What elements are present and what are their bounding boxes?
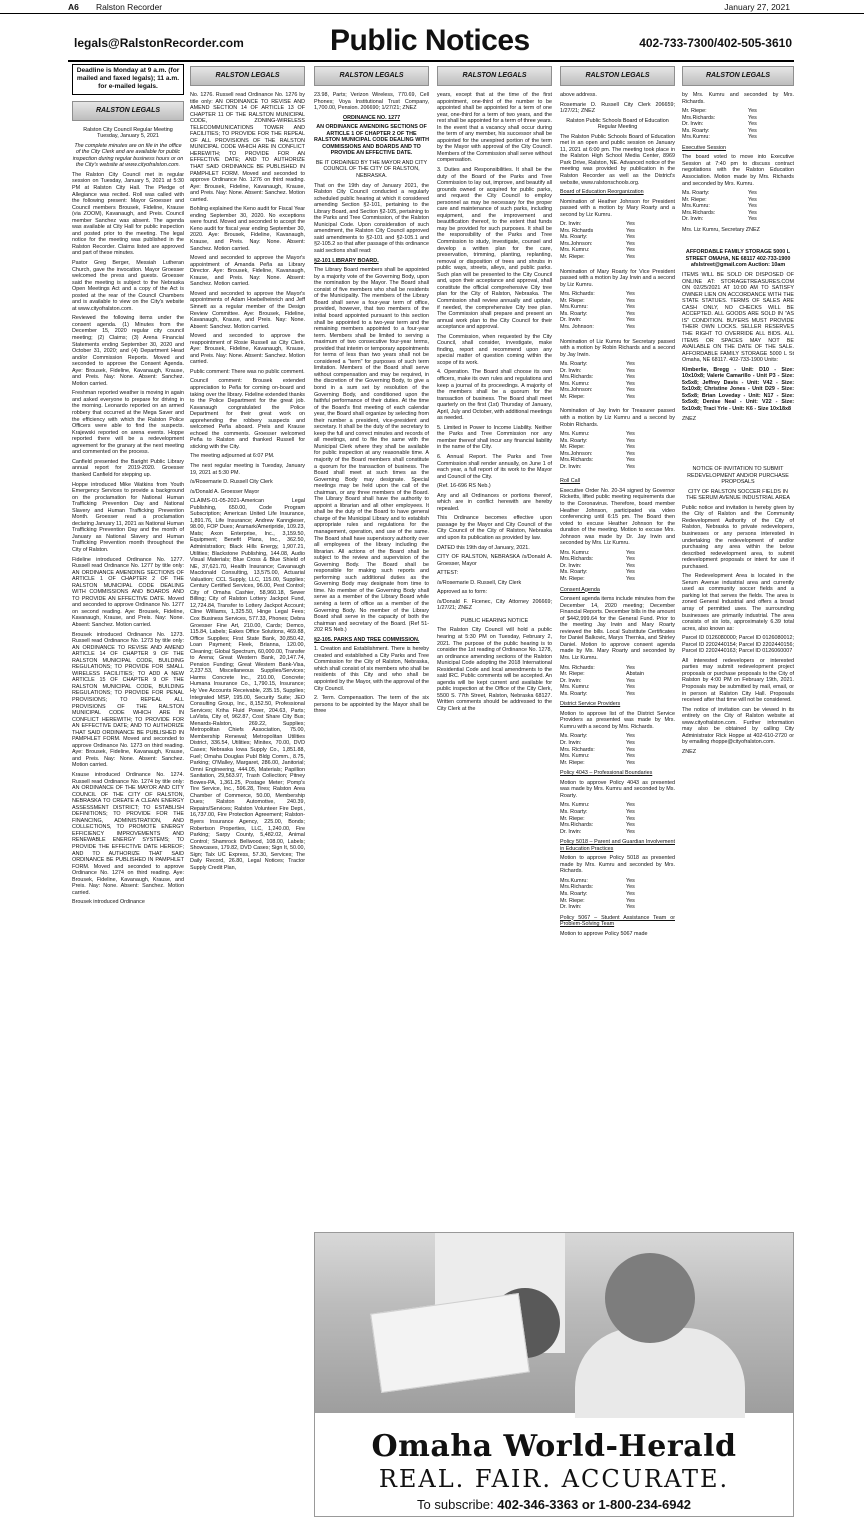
voter-name: Dr. Irwin: [560, 828, 582, 835]
nomination-text: Nomination of Liz Kumru for Secretary passed with a motion by Robin Richards and a second by Jay Irwin. [560, 338, 675, 358]
storage-heading: AFFORDABLE FAMILY STORAGE 5000 L STREET OMAHA, NE 68117 402-733-1900 afslstreet@gmail.com Auction: 10am [685, 249, 791, 269]
vote-table [560, 733, 675, 766]
subsection-title: Board of Education Reorganization [560, 189, 644, 196]
text: ZNEZ [682, 415, 697, 422]
section-header: RALSTON LEGALS [190, 66, 305, 86]
paragraph: Bohling explained the Keno audit for Fiscal Year ending September 30, 2020. No exceptions were found. Moved and seconded to accept the Keno audit for fiscal year ending September 30, 2020. Aye: Brousek, Fideline, Kavanaugh, Krause, and Preis. Nay: None. Absent: Sanchez. Motion carried. [190, 206, 305, 252]
vote-value: Yes [748, 209, 757, 216]
voter-name: Mrs. Richards: [560, 664, 595, 671]
paragraph: /s/Rosemarie D. Russell City Clerk [190, 479, 273, 486]
vote-value: Yes [748, 114, 757, 121]
text: above address. [560, 92, 597, 98]
vote-value: Yes [626, 884, 635, 891]
text: by Mrs. Kumru and seconded by Mrs. Richards. [682, 92, 794, 105]
paragraph: The Ralston City Council met in regular session on Tuesday, January 5, 2021 at 5:30 PM at Ralston City Hall. The Pledge of Allegiance was recited. Roll was called with the following present: Mayor Groesser and Council members Brousek, Fideline, Krause (via ZOOM), Kavanaugh, and Preis. Council member Sanchez was absent. The agenda was available at City Hall for public inspection and posted prior to the meeting. The legal notice for the meeting was published in the Ralston Recorder. Claims listed are approved and part of these minutes. [72, 171, 184, 257]
paragraph: The Commission, when requested by the City Council, shall consider, investigate, make finding, report and recommend upon any special matter of question coming within the scope of its work. [437, 333, 552, 366]
subsection-title: Policy 5018 – Parent and Guardian Involvement in Education Practices [560, 839, 675, 852]
paragraph: Moved and seconded to approve the Mayor's appointment of Amanda Peña as Library Director. Aye: Brousek, Fideline, Kavanaugh, Krause, and Preis. Nay: None. Absent: Sanchez. Motion carried. [190, 255, 305, 288]
voter-name: Ms. Roarty: [682, 190, 710, 197]
notice-heading: Ralston Public Schools Board of Education Regular Meeting [566, 117, 669, 131]
vote-value: Yes [748, 196, 757, 203]
ad-slogan: REAL. FAIR. ACCURATE. [378, 1465, 730, 1493]
vote-blocks [560, 199, 675, 471]
vote-value: Yes [626, 828, 635, 835]
vote-value: Yes [626, 457, 635, 464]
voter-name: Ms. Roarty: [560, 733, 588, 740]
voter-name: Mrs.Johnson: [560, 387, 593, 394]
vote-value: Yes [626, 733, 635, 740]
voter-name: Mrs. Kumru: [560, 802, 590, 809]
section-header: RALSTON LEGALS [314, 66, 429, 86]
ad-subscribe [315, 1497, 793, 1512]
claims-continued: 23.98, Parts; Verizon Wireless, 770.69, Cell Phones; Voya Institutional Trust Company, 1,700.00, Pension. 206690; 1/27/21; ZNEZ [314, 92, 429, 112]
vote-value: Yes [626, 254, 635, 261]
subsection-title: Policy 5067 – Student Assistance Team or Problem-Solving Team [560, 914, 675, 928]
voter-name: Ms. Roarty: [560, 234, 588, 241]
voter-name: Mrs.Johnson: [560, 240, 593, 247]
vote-value: Yes [626, 437, 635, 444]
person-head-shape [605, 1253, 695, 1343]
subscribe-label: To subscribe: [417, 1497, 494, 1512]
voter-name: Mr. Riepe: [560, 671, 585, 678]
subsection-title: Consent Agenda [560, 586, 600, 593]
ordinance-heading: AN ORDINANCE AMENDING SECTIONS OF ARTICLE 1 OF CHAPTER 2 OF THE RALSTON MUNICIPAL CODE DEALING WITH COMMISSIONS AND BOARDS AND TO PROVIDE AN EFFECTIVE DATE. [314, 124, 429, 157]
vote-value: Yes [748, 216, 757, 223]
voter-name: Mrs.Richards: [560, 822, 594, 829]
page-title: Public Notices [330, 24, 530, 57]
vote-value: Yes [626, 227, 635, 234]
paragraph: /s/Donald A. Groesser Mayor [190, 488, 260, 495]
paragraph: Moved and seconded to approve the Mayor's appointments of Adam Hoebelheinrich and Jeff Sinnett as a regular member of the Design Review Committee. Aye: Brousek, Fideline, Kavanaugh, Krause, and Preis. Nay: None. Absent: Sanchez. Motion carried. [190, 290, 305, 330]
voter-name: Dr. Irwin: [560, 367, 582, 374]
subsection-text: Motion to approve Policy 4043 as presented was made by Mrs. Kumru and seconded by Ms. Roarty. [560, 779, 675, 799]
voter-name: Dr. Irwin: [560, 317, 582, 324]
masthead-rule [68, 60, 794, 62]
subscribe-numbers: 402-346-3363 or 1-800-234-6942 [497, 1497, 691, 1512]
voter-name: Mr. Riepe: [560, 254, 585, 261]
vote-value: Yes [626, 576, 635, 582]
voter-name: Mr. Riepe: [560, 897, 585, 904]
voter-name: Mrs. Johnson: [560, 323, 594, 330]
paragraph: CLAIMS-01-05-2021-American Legal Publishing, 650.00, Code Program Subscription; American United Life Insurance, 1,891.76, Life Insurance; Andrew Kanngieser, 98.00, FOP Dues; Aramark/Ameripride, 109.23, Mats; Axon Enterprise, Inc., 3,159.50, Equipment; Benefit Plans, Inc., 362.50, Administration; Black Hills Energy, 1,907.21, Utilities; Blackstone Publishing, 144.08, Audio Visual Materials; Blue Cross & Blue Shield of NE, 37,621.70, Health Insurance; Cavanaugh Macdonald Consulting, 13,575.00, Actuarial Valuation; CCL Supply, LLC, 115.00, Supplies; Century Certified Services, 96.00, Pest Control; City of Omaha Cashier, 58,960.18, Sewer Billing; City of Ralston Lottery Jackpot Fund, 12,724.84, Transfer to Lottery Jackpot Account; Cline Williams, 1,325.50, Hinge Legal Fees; Cox Business Services, 577.33, Phones; Debra Groesser Fine Art, 210.00, Cards; Demco, 115.84, Labels; Eakes Office Solutions, 469.88, Office Supplies; First State Bank, 30,850.42, Loan Payment; Fleek, Brianna, 120.00, Cleaning; Global Spectrum, 60,000.00, Transfer to Arena; Great Western Bank, 20,147.74, Pension Funding; Great Western Bank-Visa, 2,237.53, Miscellaneous Supplies/Services; Harms Concrete Inc., 210.00, Concrete; Humana Insurance Co., 1,790.15, Insurance; Hy Vee Accounts Receivable, 235.15, Supplies; Integrated MSP, 195.00, Security Suite; JEO Consulting Group, Inc., 8,152.50, Professional Services; Kriha Fluid Power, 204.63, Parts; LaVista, City of, 962.87, Cost Share City Bus; Menards-Ralston, 269.22, Supplies; Metropolitan Chiefs Association, 75.00, Membership Renewal; Metropolitan Utilities District, 336.54, Utilities; Minitex, 70.00, DVD Cases; Nebraska Iowa Supply Co., 1,851.88, Fuel; Omaha Douglas Publ Bldg Comm., 8.75, Parking; O'Malley, Margaret, 286.00, Janitorial; Omni Engineering, 444.05, Materials; Papillion Sanitation, 29,563.97, Trash Collection; Pitney Bowes-PA, 1,361.25, Postage Meter; Pomp's Tire Service, Inc., 596.28, Tires; Ralston Area Chamber of Commerce, 50.00, Membership Dues; Ralston Automotive, 240.39, Repairs/Services; Ralston Volunteer Fire Dept., 16,737.00, Fire Protection Agreement; Ralston-Byers Insurance Agency, 225.00, Bonds; Robertson Properties, LLC, 1,240.00, Fire Parking; Sarpy County, 5,482.02, Animal Control; Shamrock Bellwood, 108.00, Labels; Showcases, 179.82, DVD Cases; Sign It, 50.00, Sign; Talx UC Express, 57.30, Services; The Daily Record, 26.80, Legal Notices; Tractor Supply Credit Plan, [190, 498, 305, 871]
voter-name: Mrs.Kumru: [560, 877, 588, 884]
vote-value: Yes [748, 203, 757, 210]
paragraph: Public notice and invitation is hereby given by the City of Ralston and the Community Redevelopment Authority of the City of Ralston, Nebraska to private redevelopers, businesses or any persons interested in undertaking the redevelopment of and/or purchasing any area within the below described redevelopment area, to submit redevelopment proposals or intent for use if purchased. [682, 504, 794, 570]
paragraph: (Ref. 16-696 RS Neb.) [437, 483, 491, 490]
column-5 [560, 64, 675, 1226]
vote-value: Yes [626, 374, 635, 381]
vote-value: Yes [748, 108, 757, 115]
voter-name: Ms. Roarty: [560, 437, 588, 444]
contact-phone: 402-733-7300/402-505-3610 [639, 36, 792, 50]
newspaper-shape [370, 1293, 530, 1393]
vote-value: Yes [626, 431, 635, 438]
paragraph: All interested redevelopers or interested parties may submit redevelopment project proposals or purchase proposals to the City of Ralston by 4:00 PM on February 19th, 2021. Proposals may be submitted by mail, email, or in person at Ralston City Hall. Proposals received after that time will not be considered. [682, 657, 794, 704]
vote-value: Yes [626, 367, 635, 374]
voter-name: Dr. Irwin: [560, 562, 582, 569]
notice-intro: The complete minutes are on file in the office of the City Clerk and are available for public inspection during regular business hours or on the City's website at www.cityofralston.com. [72, 142, 184, 169]
paragraph: Krause introduced Ordinance No. 1274. Russell read Ordinance No. 1274 by title only: AN ORDINANCE OF THE MAYOR AND CITY COUNCIL OF THE CITY OF RALSTON, NEBRASKA TO CREATE A CLEAN ENERGY ASSESSMENT DISTRICT; TO ESTABLISH DEFINITIONS; TO PROVIDE FOR THE FINANCING, ADMINISTRATION, AND COLLECTIONS, TO PROMOTE ENERGY EFFICIENCY IMPROVEMENTS AND RENEWABLE ENERGY SYSTEMS; TO PROVIDE THE EFFECTIVE DATE HEREOF; AND TO AUTHORIZE THAT SAID ORDINANCE BE PUBLISHED IN PAMPHLET FORM. Moved and seconded to approve Ordinance No. 1274 on third reading. Aye: Brousek, Fideline, Kavanaugh, Krause, and Preis. Nay: None. Absent: Sanchez. Motion carried. [72, 772, 184, 896]
paragraph: 3. Duties and Responsibilities. It shall be the duty of the Board of the Parks and Tree Commission to lay out, improve, and beautify all grounds owned or acquired for public parks, and request the City Council to employ personnel as may be necessary for the proper care and maintenance of such parks, including equipment, and the improvement and beautification thereof, to the extent that funds may be provided for such purposes. It shall be the responsibility of the Parks and Tree Commission to study, investigate, counsel and develop a written plan for the care, preservation, trimming, planting, replanting, removal or disposition of trees and shrubs in public ways, streets, alleys, and public parks. Such plan will be presented to the City Council and, upon their acceptance and approval, shall constitute the official comprehensive City tree plan for the City of Ralston, Nebraska. The Commission shall review annually and update, if needed, the comprehensive City tree plan. The Commission shall prepare and present an annual work plan to the City Council for their acceptance and approval. [437, 167, 552, 331]
deadline-box: Deadline is Monday at 9 a.m. (for mailed and faxed legals); 11 a.m. for e-mailed legals. [72, 64, 184, 95]
paragraph: The meeting adjourned at 6:07 PM. [190, 453, 275, 460]
voter-name: Dr. Irwin: [560, 740, 582, 747]
voter-name: Mr. Riepe: [560, 759, 585, 766]
paragraph: Parcel ID 0126080000; Parcel ID 0126080012; Parcel ID 2202440154; Parcel ID 2202440156; Parcel ID 2202440163; Parcel ID 0126060007 [682, 635, 794, 655]
vote-value: Yes [626, 450, 635, 457]
vote-value: Yes [626, 393, 635, 400]
vote-value: Yes [626, 569, 635, 576]
subsection-text: Motion to approve list of the District Service Providers as presented was made by Mrs. Kumru with a second by Mrs. Richards. [560, 710, 675, 730]
paragraph: Moved and seconded to approve the reappointment of Rosie Russell as City Clerk. Aye: Brousek, Fideline, Kavanaugh, Krause, and Preis. Nay: None. Absent: Sanchez. Motion carried. [190, 333, 305, 366]
vote-value: Yes [626, 690, 635, 697]
notice-body [72, 172, 184, 906]
paragraph: DATED this 19th day of January, 2021. [437, 544, 530, 551]
notice-heading: Ralston City Council Regular Meeting Tuesday, January 5, 2021 [83, 126, 173, 140]
voter-name: Ms. Roarty: [560, 808, 588, 815]
paragraph: Any and all Ordinances or portions thereof, which are in conflict herewith are hereby repealed. [437, 492, 552, 512]
subsection-text: Motion to approve Policy 5067 made [560, 930, 648, 937]
vote-table [560, 878, 675, 911]
voter-name: Ms. Roarty: [682, 127, 710, 134]
voter-name: Mrs.Kumru: [560, 304, 588, 311]
vote-value: Yes [626, 291, 635, 298]
voter-name: Dr. Irwin: [682, 216, 704, 223]
voter-name: Mr. Riepe: [560, 444, 585, 451]
voter-name: Mrs. Kumru: [560, 684, 590, 691]
vote-value: Yes [626, 877, 635, 884]
voter-name: Mrs.Kumru: [682, 203, 710, 210]
vote-table [682, 108, 794, 141]
paragraph: The next regular meeting is Tuesday, January 19, 2021 at 5:30 PM. [190, 462, 305, 476]
ordinance-body [314, 183, 429, 255]
voter-name: Mrs. Richards [560, 227, 594, 234]
voter-name: Mr. Riepe: [682, 108, 707, 115]
paragraph: Hoppe introduced Mike Watkins from Youth Emergency Services to provide a background on the proclamation for National Human Trafficking Prevention Day and National Slavery and Human Trafficking Prevention Month. Groesser read a proclamation declaring January 11, 2021 as National Human Trafficking Prevention Day and the month of January as National Slavery and Human Trafficking Prevention month throughout the City of Ralston. [72, 481, 184, 553]
vote-value: Yes [626, 240, 635, 247]
notice-body [682, 505, 794, 756]
voter-name: Mrs.Richards: [682, 114, 716, 121]
column-2 [190, 64, 305, 1516]
column-6 [682, 64, 794, 1226]
voter-name: Mrs. Kumru: [560, 753, 590, 760]
paragraph: That on the 19th day of January 2021, the Ralston City Council conducted a regularly scheduled public hearing at which it considered amending Section §2-101, pertaining to the Library Board, and Section §2-105, pertaining to the Parks and Tree Commission, of the Ralston Municipal Code. Upon consideration of such amendment, the Ralston City Council approved said amendments to §2-101 and §2-105.1 and §2-105.2 so that after passage of this ordinance said sections shall read: [314, 182, 429, 255]
legals-email[interactable]: legals@RalstonRecorder.com [74, 36, 244, 50]
notice-title: NOTICE OF INVITATION TO SUBMIT REDEVELOPMENT AND/OR PURCHASE PROPOSALS [687, 466, 789, 486]
section-title: §2-101 LIBRARY BOARD. [314, 257, 379, 264]
voter-name: Dr. Irwin: [560, 221, 582, 228]
vote-value: Yes [626, 444, 635, 451]
vote-value: Yes [626, 361, 635, 368]
paragraph: /s/Donald F. Ficenec, City Attorney 206669; 1/27/21; ZNEZ [437, 598, 552, 612]
vote-table [560, 665, 675, 698]
signature: Mrs. Liz Kumru, Secretary ZNEZ [682, 226, 760, 233]
voter-name: Ms. Roarty: [560, 890, 588, 897]
vote-value: Yes [626, 815, 635, 822]
voter-name: Mrs.Kumru: [682, 134, 710, 141]
vote-value: Yes [626, 562, 635, 569]
vote-value: Yes [748, 121, 757, 128]
vote-value: Yes [748, 127, 757, 134]
paragraph: /s/Rosemarie D. Russell, City Clerk [437, 579, 522, 586]
voter-name: Mr. Riepe: [560, 815, 585, 822]
subsection-title: Executive Session [682, 144, 727, 151]
subsection-title: District Service Providers [560, 701, 621, 708]
paragraph: Brousek introduced Ordinance No. 1273. Russell read Ordinance No. 1273 by title only: AN ORDINANCE TO REVISE AND AMEND ARTICLE 14 OF CHAPTER 9 OF THE RALSTON MUNICIPAL CODE, BUILDING REGULATIONS; TO PROVIDE FOR SMALL WIRELESS FACILITIES; TO ADD A NEW ARTICLE 15 OF CHAPTER 9 OF THE RALSTON MUNICIPAL CODE, BUILDING REGULATIONS; TO PROVIDE FOR PENAL PROVISIONS; TO REPEAL ALL PROVISIONS OF THE RALSTON MUNICIPAL CODE WHICH ARE IN CONFLICT HEREWITH; TO PROVIDE FOR AN EFFECTIVE DATE; AND TO AUTHORIZE THAT SAID ORDINANCE BE PUBLISHED IN PAMPHLET FORM. Moved and seconded to approve Ordinance No. 1273 on third reading. Aye: Brousek, Fideline, Kavanaugh, Krause, and Preis. Nay: None. Absent: Sanchez. Motion carried. [72, 631, 184, 769]
vote-value: Yes [626, 746, 635, 753]
voter-name: Ms. Roarty: [560, 361, 588, 368]
vote-value: Yes [626, 664, 635, 671]
subsection-title: Policy 4043 – Professional Boundaries [560, 770, 653, 777]
subsection-text: The board voted to move into Executive Session at 7:40 pm to discuss contract negotiations with the Ralston Education Association. Motion made by Mrs. Richards and seconded by Mrs. Kumru. [682, 154, 794, 187]
voter-name: Dr. Irwin: [560, 904, 582, 911]
subsection-title: Roll Call [560, 478, 581, 485]
vote-value: Yes [626, 897, 635, 904]
paragraph: Reviewed the following items under the consent agenda. (1) Minutes from the December 15, 2020 regular city council meeting; (2) Claims; (3) Arena Financial Statements ending September 30, 2020 and October 31, 2020; and (4) Department Head and/or Commission Reports. Moved and seconded to approve the Consent Agenda. Aye: Brousek, Fideline, Kavanaugh, Krause, and Preis. Nay: None. Absent: Sanchez. Motion carried. [72, 315, 184, 387]
voter-name: Mrs.Richards: [560, 374, 594, 381]
voter-name: Mrs.Richards: [682, 209, 716, 216]
storage-units: Kimberlie, Bregg - Unit: D10 - Size: 10x10x8; Valerie Camarillo - Unit P3 - Size: 5x5x8; Jeffrey Davis - Unit: V42 - Size: 5x10x8; Christine Jones - Unit D29 - Size: 5x5x8; Brian Loveday - Unit: N17 - Size: 5x5x8; Denise Neal - Unit: V22 - Size: 5x10x8; Traci Yrle - Unit: K6 - Size 10x18x8 [682, 366, 794, 412]
newspaper-ad[interactable] [314, 1232, 794, 1517]
section-text: The Library Board members shall be appointed by a majority vote of the Governing Body, upon the nomination by the Mayor. The Board shall consist of five members who shall be residents of the Municipality. The members of the Library Board shall serve a four-year term of office, provided, however, that two members of the initial board appointed pursuant to this section shall be appointed to a two-year term and the remaining members appointed to a four-year term. Members shall be limited to serving a maximum of two consecutive four-year terms, provided that interim or temporary appointments for terms of less than two years shall not be considered a "term" for purposes of such term limitation. Members of the Board shall serve without compensation and may be required, in the discretion of the Governing Body, to give a bond in a sum set by resolution of the Governing Body, and conditioned upon the faithful performance of their duties. At the time of the Board's first meeting of each calendar year, the Board shall organize by selecting from their number a president, vice-president and secretary. It shall be the duty of the secretary to keep the full and correct minutes and records of all meetings, and to file the same with the Municipal Clerk where they shall be available for public inspection at any reasonable time. A majority of the Board members shall constitute a quorum for the transaction of business. The Board shall meet at such times as the Governing Body may designate. Special meetings may be held upon the call of the chairman, or any three members of the Board. The Library Board shall have the authority to appoint a librarian and all other employees. It shall be the duty of the Board to have general charge of the Municipal Library and to establish appropriate rules and regulations for the management, operation, and use of the same. The Board shall have supervisory authority over all employees of the library including the librarian. All actions of the Board shall be subject to the review and supervision of the Governing Body. The Board shall be responsible for making such reports and performing such additional duties as the Governing Body may designate from time to time. No member of the Governing Body shall serve as a member of the Library Board while serving a term of office as a member of the Governing Body. No member of the Library Board shall serve in the capacity of both the chairman and secretary of the Board. (Ref 51-202 RS Neb.) [314, 267, 429, 634]
paragraph: 2. Term. Compensation. The term of the six persons to be appointed by the Mayor shall be three [314, 695, 429, 715]
paragraph: 4. Operation. The Board shall choose its own officers, make its own rules and regulations and keep a journal of its proceedings. A majority of the members shall be a quorum for the transaction of business. The Board shall meet quarterly on the first (1st) Thursday of January, April, July and October, with additional meetings as needed. [437, 369, 552, 422]
voter-name: Mrs.Richards: [560, 556, 594, 563]
paragraph: Pastor Greg Berger, Messiah Lutheran Church, gave the invocation. Mayor Groesser welcomed the press and guests. Groesser said the meeting is subject to the Nebraska Open Meetings Act and a copy of the Act is posted at the rear of the Council Chambers and is available to view on the City's website at www.cityofralston.com. [72, 260, 184, 312]
section-header: RALSTON LEGALS [560, 66, 675, 86]
vote-value: Yes [626, 890, 635, 897]
vote-table [560, 802, 675, 835]
paragraph: Canfield presented the Baright Public Library annual report for 2019-2020. Groesser thanked Canfield for stepping up. [72, 458, 184, 478]
paragraph: Freshman reported weather is moving in again and asked everyone to prepare for driving in the morning. Leonardo reported on an armed robbery that occurred at the Mega Saver and the efficiency with which the Ralston Police Officers were able to find the suspects. Krajewski reported on arena events. Hoppe reported there will be a redevelopment agreement for the granary at the next meeting and commented on the process. [72, 390, 184, 456]
vote-value: Yes [626, 221, 635, 228]
vote-value: Abstain [626, 671, 644, 678]
nomination-text: Nomination of Mary Roarty for Vice President passed with a motion by Jay Irwin and a second by Liz Kumru. [560, 268, 675, 288]
vote-table [560, 221, 675, 260]
voter-name: Mr. Riepe: [560, 393, 585, 400]
vote-value: Yes [626, 684, 635, 691]
masthead [68, 22, 794, 62]
voter-name: Ms. Roarty: [560, 569, 588, 576]
section-title: §2-105. PARKS AND TREE COMMISSION. [314, 636, 420, 643]
vote-value: Yes [626, 463, 635, 470]
voter-name: Mrs. Kumru: [560, 549, 590, 556]
voter-name: Dr. Irwin: [560, 463, 582, 470]
ordinance-title: ORDINANCE NO. 1277 [342, 114, 401, 121]
voter-name: Dr. Irwin: [560, 677, 582, 684]
voter-name: Mr. Riepe: [560, 297, 585, 304]
paper-name: Ralston Recorder [96, 2, 163, 12]
vote-value: Yes [626, 808, 635, 815]
paragraph: years, except that at the time of the first appointment, one-third of the number to be appointed shall be appointed for a term of one year, one-third for a term of two years, and the rest shall be appointed for a term of three years. In the event that a vacancy shall occur during the term of any member, his successor shall be appointed for the unexpired portion of the term by the Mayor with approval of the City Council. Members of the Commission shall serve without compensation. [437, 92, 552, 164]
column-1 [72, 64, 184, 1516]
vote-value: Yes [626, 556, 635, 563]
vote-table [560, 431, 675, 470]
vote-value: Yes [626, 297, 635, 304]
signature: Rosemarie D. Russell City Clerk 206659; 1/27/21; ZNEZ [560, 101, 675, 115]
vote-table [560, 291, 675, 330]
voter-name: Mr. Riepe: [560, 576, 585, 582]
paragraph: Council comment: Brousek extended appreciation to Peña for coming on-board and taking over the library. Fideline extended thanks to the Police Department for the great job. Kavanaugh congratulated the Police Department for their great work on apprehending the robbery suspects and welcomed Peña aboard. Preis and Krause echoed the comments. Groesser welcomed Peña to Ralston and thanked Russell for sticking with the City. [190, 378, 305, 450]
ordained-clause: BE IT ORDAINED BY THE MAYOR AND CITY COUNCIL OF THE CITY OF RALSTON, NEBRASKA. [315, 159, 428, 180]
vote-value: Yes [626, 753, 635, 760]
subsection-text: Motion to approve Policy 5018 as presented made by Mrs. Kumru and seconded by Mrs. Richards. [560, 855, 675, 875]
notice-subtitle: CITY OF RALSTON SOCCER FIELDS IN THE SERUM AVENUE INDUSTRIAL AREA [686, 488, 790, 502]
section-header: RALSTON LEGALS [437, 66, 552, 86]
vote-value: Yes [626, 323, 635, 330]
paragraph: 6. Annual Report. The Parks and Tree Commission shall render annually, on June 1 of each year, a full report of its work to the Mayor and Council of the City. [437, 453, 552, 480]
paragraph: 5. Limited in Power to Income Liability. Neither the Parks and Tree Commission nor any member thereof shall incur any financial liability in the name of the City. [437, 424, 552, 451]
voter-name: Mrs.Johnson: [560, 450, 593, 457]
paragraph: The notice of invitation can be viewed in its entirety on the City of Ralston website at www.cityofralston.com. Further information may also be obtained by calling City Administrator Rick Hoppe at 402-610-2720 or by emailing rhoppe@cityofralston.com. [682, 706, 794, 746]
hearing-title: PUBLIC HEARING NOTICE [460, 617, 529, 624]
voter-name: Mrs.Richards: [560, 884, 594, 891]
paragraph: Fideline introduced Ordinance No. 1277. Russell read Ordinance No. 1277 by title only: AN ORDINANCE AMENDING SECTIONS OF ARTICLE 1 OF CHAPTER 2 OF THE RALSTON MUNICIPAL CODE DEALING WITH COMMISSIONS AND BOARDS AND TO PROVIDE AN EFFECTIVE DATE. Moved and seconded to approve Ordinance No. 1277 on second reading. Aye: Brousek, Fideline, Kavanaugh, Krause, and Preis. Nay: None. Absent: Sanchez. Motion carried. [72, 556, 184, 628]
paragraph: The Redevelopment Area is located in the Serum Avenue industrial area and currently used as community soccer fields and a parking lot that serves the fields. The area is zoned General Industrial and offers a broad array of permitted uses. The surrounding businesses are primarily industrial. The area consists of six lots, approximately 6.39 total acres, also known as: [682, 573, 794, 632]
vote-value: Yes [626, 304, 635, 311]
vote-value: Yes [748, 190, 757, 197]
section-header: RALSTON LEGALS [72, 101, 184, 121]
voter-name: Mr. Riepe: [682, 196, 707, 203]
vote-value: Yes [626, 759, 635, 766]
vote-table [560, 361, 675, 400]
section-header: RALSTON LEGALS [682, 66, 794, 86]
page-number: A6 [68, 2, 79, 12]
vote-value: Yes [626, 904, 635, 911]
vote-value: Yes [626, 387, 635, 394]
column-4 [437, 64, 552, 1226]
ordinance-body [437, 92, 552, 612]
paragraph: ATTEST: [437, 570, 459, 577]
paragraph: Brousek introduced Ordinance [72, 899, 145, 906]
subsection-text: Executive Order No. 20-34 signed by Governor Ricketts, lifted public meeting requirements due to the Coronavirus. Therefore, board member Heather Johnson, participated via video conferencing until 6:15 pm. The Board then voted to excuse Heather Johnson for the duration of the meeting. Motion to excuse Mrs. Johnson was made by Dr. Jay Irwin and seconded by Mrs. Liz Kumru. [560, 487, 675, 547]
paragraph: ZNEZ [682, 748, 697, 755]
column-3 [314, 64, 429, 1226]
nomination-text: Nomination of Heather Johnson for President passed with a motion by Mary Roarty and a second by Liz Kumru. [560, 198, 675, 218]
paragraph: No. 1276. Russell read Ordinance No. 1276 by title only: AN ORDINANCE TO REVISE AND AMEND SECTION 14 OF ARTICLE 13 OF CHAPTER 11 OF THE RALSTON MUNICIPAL CODE, ZONING-WIRELESS TELECOMMUNICATIONS TOWER AND FACILITIES; TO PROVIDE FOR THE REPEAL OF ALL PROVISIONS OF THE RALSTON MUNICIPAL CODE WHICH ARE IN CONFLICT HEREWITH; TO PROVIDE FOR AN EFFECTIVE DATE; AND TO AUTHORIZE THAT SAID ORDINANCE BE PUBLISHED IN PAMPHLET FORM. Moved and seconded to approve Ordinance No. 1276 on third reading. Aye: Brousek, Fideline, Kavanaugh, Krause, and Preis. Nay: None. Absent: Sanchez. Motion carried. [190, 92, 305, 203]
vote-table [682, 190, 794, 223]
vote-value: Yes [626, 677, 635, 684]
voter-name: Ms. Roarty: [560, 310, 588, 317]
hearing-text: The Ralston City Council will hold a public hearing at 5:30 PM on Tuesday, February 2, 2021. The purpose of the public hearing is to consider the 1st reading of Ordinance No. 1278, an ordinance amending sections of the Ralston Municipal Code adopting the 2018 International Residential Code and local amendments to the said IRC. Public comments will be accepted. An agenda will be kept current and available for public inspection at the Office of the City Clerk, 5500 S. 77th Street, Ralston, Nebraska 68127. Written comments should be addressed to the City Clerk at the [437, 627, 552, 713]
vote-value: Yes [626, 380, 635, 387]
vote-value: Yes [626, 247, 635, 254]
vote-value: Yes [748, 134, 757, 141]
voter-name: Ms. Roarty: [560, 690, 588, 697]
vote-value: Yes [626, 317, 635, 324]
voter-name: Mrs. Kumru: [560, 247, 590, 254]
ad-logo: Omaha World-Herald [371, 1429, 737, 1464]
vote-value: Yes [626, 234, 635, 241]
ad-photo [315, 1233, 793, 1413]
notice-intro: The Ralston Public Schools Board of Education met in an open and public session on January 11, 2021 at 6:00 pm. The meeting took place in the Ralston High School Media Center, 8969 Park Drive, Ralston, NE. Advanced notice of the meeting was provided by publication in the Ralston Recorder as well as the District's website, www.ralstonschools.org. [560, 133, 675, 186]
page-header-bar [0, 0, 864, 14]
vote-value: Yes [626, 740, 635, 747]
vote-value: Yes [626, 802, 635, 809]
vote-value: Yes [626, 822, 635, 829]
voter-name: Mrs.Richards: [560, 457, 594, 464]
storage-text: ITEMS WILL BE SOLD OR DISPOSED OF ONLINE AT: STORAGETREASURES.COM ON 02/25/2021 AT 10:00 AM TO SATISFY OWNER LIEN ON ACCORDANCE WITH THE STATE STATUES. TERMS OF SALES ARE CASH ONLY, NO CHECKS WILL BE ACCEPTED. ALL GOODS ARE SOLD IN "AS IS" CONDITION. BUYERS MUST PROVIDE THEIR OWN LOCKS. SELLER RESERVES THE RIGHT TO OVERRIDE ALL BIDS. ALL ITEMS OR SPACES MAY NOT BE AVAILABLE ON THE DATE OF THE SALE. AFFORDABLE FAMILY STORAGE 5000 L St Omaha, NE 68117. 402-733-1900 Units: [682, 272, 794, 364]
vote-value: Yes [626, 549, 635, 556]
voter-name: Mrs. Richards: [560, 291, 595, 298]
vote-value: Yes [626, 310, 635, 317]
section-body [314, 646, 429, 714]
notice-body [190, 92, 305, 871]
vote-table [560, 550, 675, 583]
voter-name: Dr. Irwin: [682, 121, 704, 128]
nomination-text: Nomination of Jay Irwin for Treasurer passed with a motion by Liz Kumru and a second by Robin Richards. [560, 408, 675, 428]
paragraph: This Ordinance becomes effective upon passage by the Mayor and City Council of the City Council of the City of Ralston, Nebraska and upon its publication as provided by law. [437, 515, 552, 541]
voter-name: Mrs. Richards: [560, 746, 595, 753]
paragraph: Public comment: There was no public comment. [190, 368, 305, 375]
subsection-text: Consent agenda items include minutes from the December 14, 2020 meeting; December Financial Reports. December bills in the amount of $442,999.64 for the General Fund. Prior to the meeting Jay Irwin and Mary Roarty reviewed the bills. Local Substitute Certificates for Daniel Balkovic, Marys Thernka, and Shirley Daniel. Motion to approve consent agenda made by Ms. Mary Roarty and seconded by Mrs. Liz Kumru. [560, 596, 675, 662]
paragraph: 1. Creation and Establishment. There is hereby created and established a City Parks and Tree Commission for the City of Ralston, Nebraska, which shall consist of six members who shall be residents of this City and who shall be appointed by the Mayor, with the approval of the City Council. [314, 646, 429, 692]
issue-date: January 27, 2021 [724, 2, 790, 12]
paragraph: Approved as to form: [437, 589, 488, 596]
voter-name: Mrs. Kumru: [560, 380, 590, 387]
voter-name: Mrs. Kumru: [560, 431, 590, 438]
paragraph: CITY OF RALSTON, NEBRASKA /s/Donald A. Groesser, Mayor [437, 554, 552, 567]
